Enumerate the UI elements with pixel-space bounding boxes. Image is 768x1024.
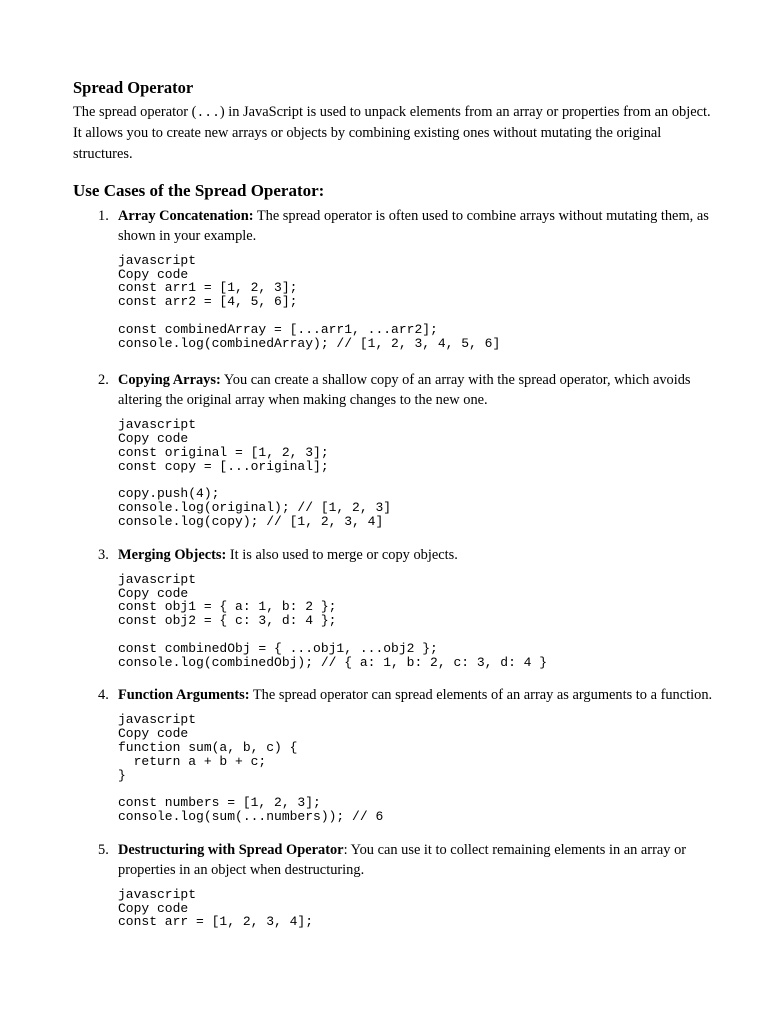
code-line: console.log(combinedObj); // { a: 1, b: 2, c: 3, d: 4 } (118, 654, 548, 670)
code-line: console.log(sum(...numbers)); // 6 (118, 809, 384, 824)
code-line: const combinedObj = { ...obj1, ...obj2 }; (118, 640, 438, 656)
code-line: const arr1 = [1, 2, 3]; (118, 280, 298, 296)
code-block (118, 573, 713, 670)
code-line: copy.push(4); (118, 486, 220, 502)
list-item-heading: Copying Arrays: (118, 372, 221, 389)
copy-code-button[interactable]: Copy code (118, 726, 189, 742)
list-item-number: 5. (98, 841, 109, 858)
code-line: return a + b + c; (118, 753, 267, 769)
list-item-number: 1. (98, 207, 109, 224)
list-item-text (118, 685, 713, 705)
list-item-text (118, 206, 713, 246)
code-line: function sum(a, b, c) { (118, 740, 298, 756)
code-language-label: javascript (118, 886, 197, 902)
list-item (73, 545, 713, 670)
use-cases-list (73, 206, 713, 929)
list-item-heading: Merging Objects: (118, 546, 227, 563)
code-line: const combinedArray = [...arr1, ...arr2]; (118, 321, 438, 337)
list-item-text (118, 370, 713, 410)
intro-text-end: ) in JavaScript is used to unpack elements from an array or properties from an object. It allows you to create new arrays or objects by combining existing ones without mutating the original structures. (73, 104, 711, 162)
code-language-label: javascript (118, 417, 197, 433)
copy-code-button[interactable]: Copy code (118, 431, 189, 447)
list-item-description: It is also used to merge or copy objects. (226, 546, 458, 563)
list-item-text (118, 545, 713, 565)
list-item-text (118, 840, 713, 880)
code-language-label: javascript (118, 252, 197, 268)
list-item-heading: Destructuring with Spread Operator (118, 841, 344, 858)
code-line (118, 474, 713, 488)
document-page (73, 78, 713, 929)
list-item-description: The spread operator is often used to combine arrays without mutating them, as shown in your example. (118, 207, 709, 244)
code-line: const obj1 = { a: 1, b: 2 }; (118, 599, 337, 615)
list-item (73, 370, 713, 528)
list-item (73, 840, 713, 929)
list-item-description: The spread operator can spread elements of an array as arguments to a function. (249, 687, 713, 704)
inline-code-spread: ... (196, 105, 220, 120)
code-line: console.log(copy); // [1, 2, 3, 4] (118, 514, 384, 530)
code-line: console.log(combinedArray); // [1, 2, 3, 4, 5, 6] (118, 335, 501, 351)
list-item-number: 3. (98, 546, 109, 563)
list-item-number: 4. (98, 687, 109, 704)
intro-text-start: The spread operator ( (73, 104, 197, 120)
code-line: const numbers = [1, 2, 3]; (118, 795, 321, 811)
code-language-label: javascript (118, 712, 197, 728)
list-item-number: 2. (98, 372, 109, 389)
use-cases-heading: Use Cases of the Spread Operator: (73, 180, 325, 200)
list-item-heading: Function Arguments: (118, 687, 250, 704)
intro-paragraph (73, 102, 713, 164)
list-item-description: You can create a shallow copy of an array with the spread operator, which avoids altering the original array when making changes to the new one. (118, 372, 691, 409)
code-line: const arr = [1, 2, 3, 4]; (118, 914, 314, 930)
code-line: const arr2 = [4, 5, 6]; (118, 294, 298, 310)
code-line (118, 782, 713, 796)
code-line: const original = [1, 2, 3]; (118, 445, 329, 461)
copy-code-button[interactable]: Copy code (118, 900, 189, 916)
code-line (118, 309, 713, 323)
code-block (118, 713, 713, 823)
code-line: const obj2 = { c: 3, d: 4 }; (118, 613, 337, 629)
list-item (73, 685, 713, 823)
code-line (118, 628, 713, 642)
copy-code-button[interactable]: Copy code (118, 585, 189, 601)
code-line: console.log(original); // [1, 2, 3] (118, 500, 392, 516)
code-block (118, 418, 713, 528)
list-item-description: : You can use it to collect remaining elements in an array or properties in an object when destructuring. (118, 841, 687, 878)
code-line: } (118, 767, 126, 783)
list-item (73, 206, 713, 351)
code-language-label: javascript (118, 571, 197, 587)
copy-code-button[interactable]: Copy code (118, 266, 189, 282)
list-item-heading: Array Concatenation: (118, 207, 254, 224)
code-line: const copy = [...original]; (118, 458, 329, 474)
code-block (118, 888, 713, 929)
page-title: Spread Operator (73, 78, 194, 97)
code-block (118, 254, 713, 351)
